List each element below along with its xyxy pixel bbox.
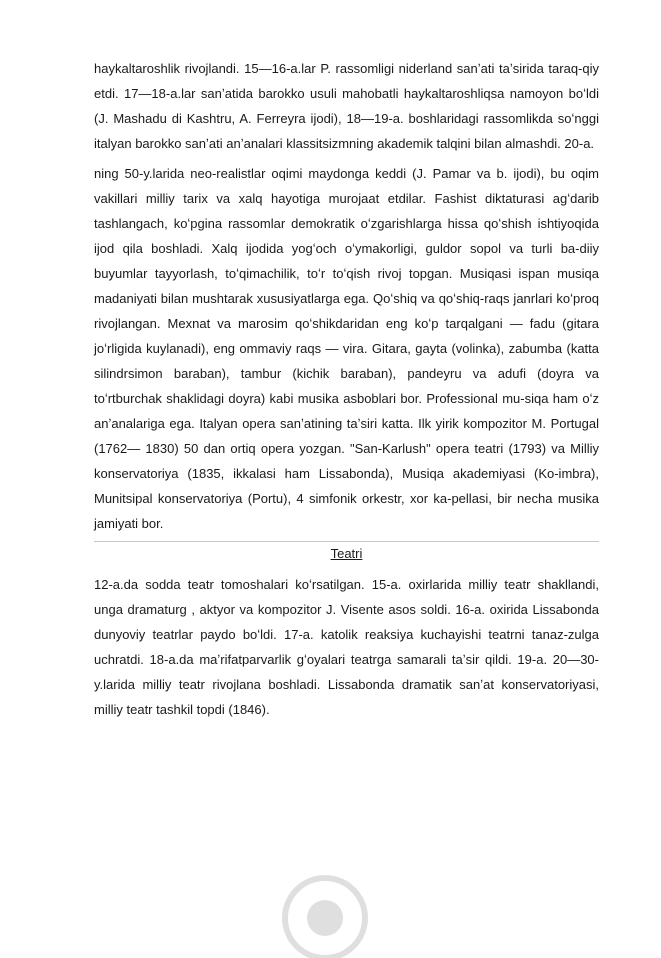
section-heading [94, 541, 599, 566]
section-heading-title: Teatri [330, 546, 363, 561]
paragraph-music: ning 50-y.larida neo-realistlar oqimi maydonga keddi (J. Pamar va b. ijodi), bu oqim vakillari milliy tarix va xalq hayotiga murojaat etdilar. Fashist diktaturasi agʻdarib tashlangach, koʻpgina rassomlar demokratik oʻzgarishlarga hissa qoʻshish ishtiyoqida ijod qila boshladi. Xalq ijodida yogʻoch oʻymakorligi, guldor sopol va turli ba-diiy buyumlar tayyorlash, toʻqimachilik, toʻr toʻqish rivoj topgan. Musiqasi ispan musiqa madaniyati bilan mushtarak xususiyatlarga ega. Qoʻshiq va qoʻshiq-raqs janrlari koʻproq rivojlangan. Mexnat va marosim qoʻshikdaridan eng koʻp tarqalgani — fadu (gitara joʻrligida kuylanadi), eng ommaviy raqs — vira. Gitara, gayta (volinka), zabumba (katta silindrsimon baraban), tambur (kichik baraban), pandeyru va adufi (doyra va toʻrtburchak shaklidagi doyra) kabi musika asboblari bor. Professional mu-siqa ham oʻz anʼanalariga ega. Italyan opera sanʼatining taʼsiri katta. Ilk yirik kompozitor M. Portugal (1762— 1830) 50 dan ortiq opera yozgan. "San-Karlush" opera teatri (1793) va Milliy konservatoriya (1835, ikkalasi ham Lissabonda), Musiqa akademiyasi (Ko-imbra), Munitsipal konservatoriya (Portu), 4 simfonik orkestr, xor ka-pellasi, bir necha musika jamiyati bor. [94, 166, 599, 531]
paragraph-art-history: haykaltaroshlik rivojlandi. 15—16-a.lar P. rassomligi niderland sanʼati taʼsirida taraq-qiy etdi. 17—18-a.lar sanʼatida barokko usuli mahobatli haykaltaroshliqsa namoyon boʻldi (J. Mashadu di Kashtru, A. Ferreyra ijodi), 18—19-a. boshlaridagi rassomlikda soʻnggi italyan barokko sanʼati anʼanalari klassitsizmning akademik talqini bilan almashdi. 20-a. [94, 61, 599, 151]
document-page [94, 56, 599, 722]
paragraph-theatre: 12-a.da sodda teatr tomoshalari koʻrsatilgan. 15-a. oxirlarida milliy teatr shakllandi, unga dramaturg , aktyor va kompozitor J. Visente asos soldi. 16-a. oxirida Lissabonda dunyoviy teatrlar paydo boʻldi. 17-a. katolik reaksiya kuchayishi teatrni tanaz-zulga uchratdi. 18-a.da maʼrifatparvarlik gʻoyalari teatrga samarali taʼsir qildi. 19-a. 20—30-y.larida milliy teatr rivojlana boshladi. Lissabonda dramatik sanʼat konservatoriyasi, milliy teatr tashkil topdi (1846). [94, 577, 599, 717]
watermark-logo-icon [205, 858, 445, 958]
